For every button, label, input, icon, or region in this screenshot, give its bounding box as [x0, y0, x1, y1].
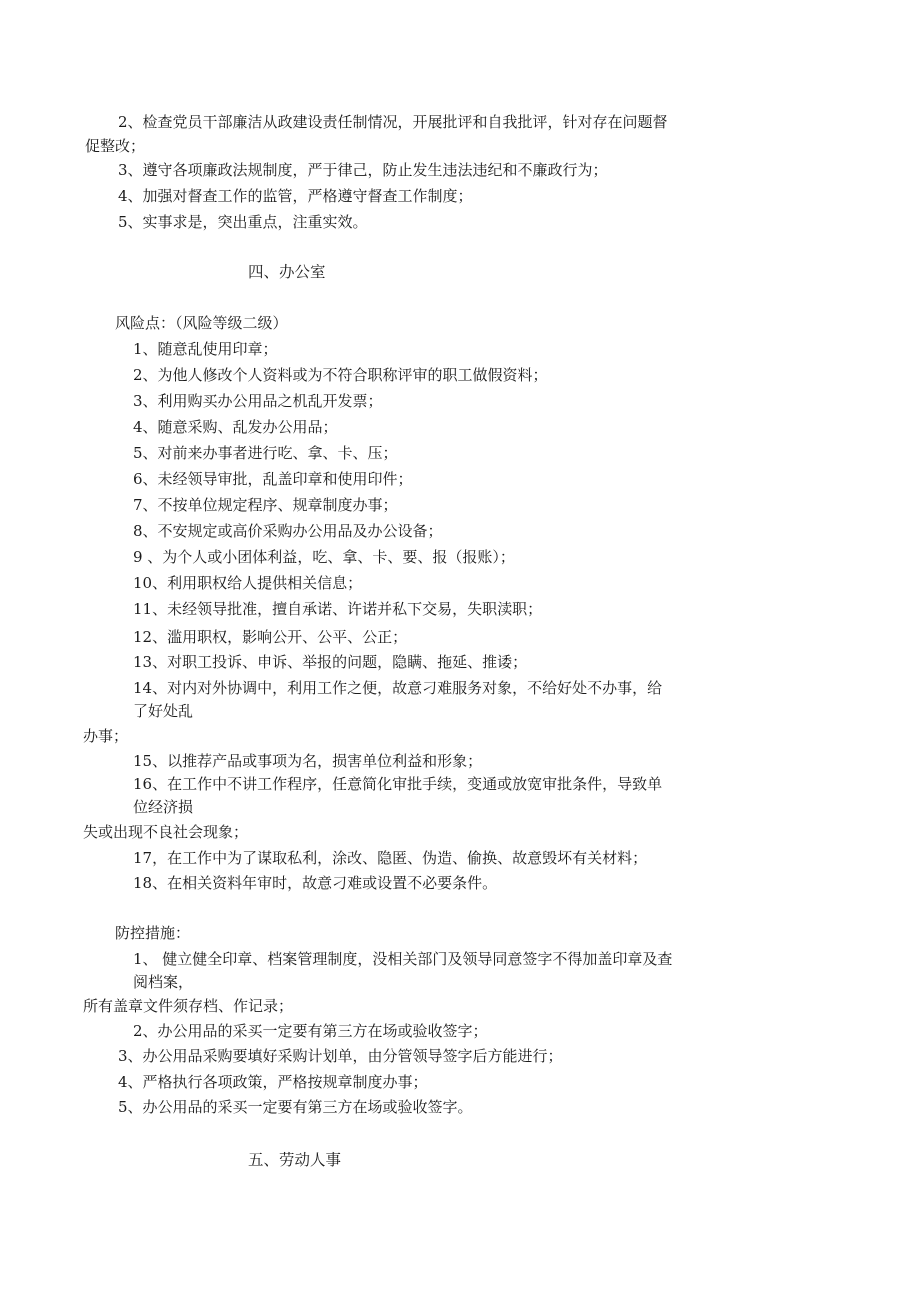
list-item-continuation: 阅档案， [133, 973, 194, 991]
list-item: 8、不安规定或高价采购办公用品及办公设备； [133, 522, 443, 540]
list-item: 1、随意乱使用印章； [133, 340, 278, 358]
measures-title: 防控措施： [115, 924, 191, 942]
list-item-continuation: 办事； [83, 727, 129, 745]
section-heading: 五、劳动人事 [248, 1151, 342, 1169]
list-item: 2、为他人修改个人资料或为不符合职称评审的职工做假资料； [133, 366, 548, 384]
list-item-continuation: 失或出现不良社会现象； [83, 823, 249, 841]
list-item: 7、不按单位规定程序、规章制度办事； [133, 496, 398, 514]
list-item: 16、在工作中不讲工作程序，任意简化审批手续，变通或放宽审批条件，导致单 [133, 775, 663, 793]
paragraph-line: 促整改； [85, 137, 146, 155]
list-item: 1、 健立健全印章、档案管理制度，没相关部门及领导同意签字不得加盖印章及查 [133, 950, 673, 968]
list-item: 5、对前来办事者进行吃、拿、卡、压； [133, 444, 398, 462]
list-item: 18、在相关资料年审时，故意刁难或设置不必要条件。 [133, 874, 498, 892]
list-item-continuation: 位经济损 [133, 798, 194, 816]
risk-title: 风险点：（风险等级二级） [115, 314, 288, 332]
list-item: 15、以推荐产品或事项为名，损害单位利益和形象； [133, 752, 483, 770]
list-item-continuation: 所有盖章文件须存档、作记录； [83, 997, 294, 1015]
paragraph-line: 5、实事求是，突出重点，注重实效。 [118, 213, 368, 231]
list-item: 3、办公用品采购要填好采购计划单，由分管领导签字后方能进行； [118, 1047, 563, 1065]
list-item: 13、对职工投诉、申诉、举报的问题，隐瞒、拖延、推诿； [133, 653, 528, 671]
list-item: 5、办公用品的采买一定要有第三方在场或验收签字。 [118, 1098, 473, 1116]
list-item: 10、利用职权给人提供相关信息； [133, 574, 363, 592]
paragraph-line: 3、遵守各项廉政法规制度，严于律己，防止发生违法违纪和不廉政行为； [118, 161, 608, 179]
list-item: 11、未经领导批准，擅自承诺、许诺并私下交易，失职渎职； [133, 600, 543, 618]
list-item-continuation: 了好处乱 [133, 702, 194, 720]
list-item: 6、未经领导审批，乱盖印章和使用印件； [133, 470, 413, 488]
list-item: 12、滥用职权，影响公开、公平、公正； [133, 628, 408, 646]
list-item: 2、办公用品的采买一定要有第三方在场或验收签字； [133, 1022, 488, 1040]
paragraph-line: 2、检查党员干部廉洁从政建设责任制情况，开展批评和自我批评，针对存在问题督 [118, 113, 668, 131]
list-item: 14、对内对外协调中，利用工作之便，故意刁难服务对象，不给好处不办事，给 [133, 679, 663, 697]
list-item: 4、严格执行各项政策，严格按规章制度办事； [118, 1073, 428, 1091]
section-heading: 四、办公室 [248, 263, 326, 281]
list-item: 4、随意采购、乱发办公用品； [133, 418, 338, 436]
paragraph-line: 4、加强对督查工作的监管，严格遵守督查工作制度； [118, 187, 473, 205]
list-item: 3、利用购买办公用品之机乱开发票； [133, 392, 383, 410]
list-item: 17，在工作中为了谋取私利，涂改、隐匿、伪造、偷换、故意毁坏有关材料； [133, 849, 648, 867]
list-item: 9 、为个人或小团体利益，吃、拿、卡、要、报（报账）； [133, 548, 515, 566]
